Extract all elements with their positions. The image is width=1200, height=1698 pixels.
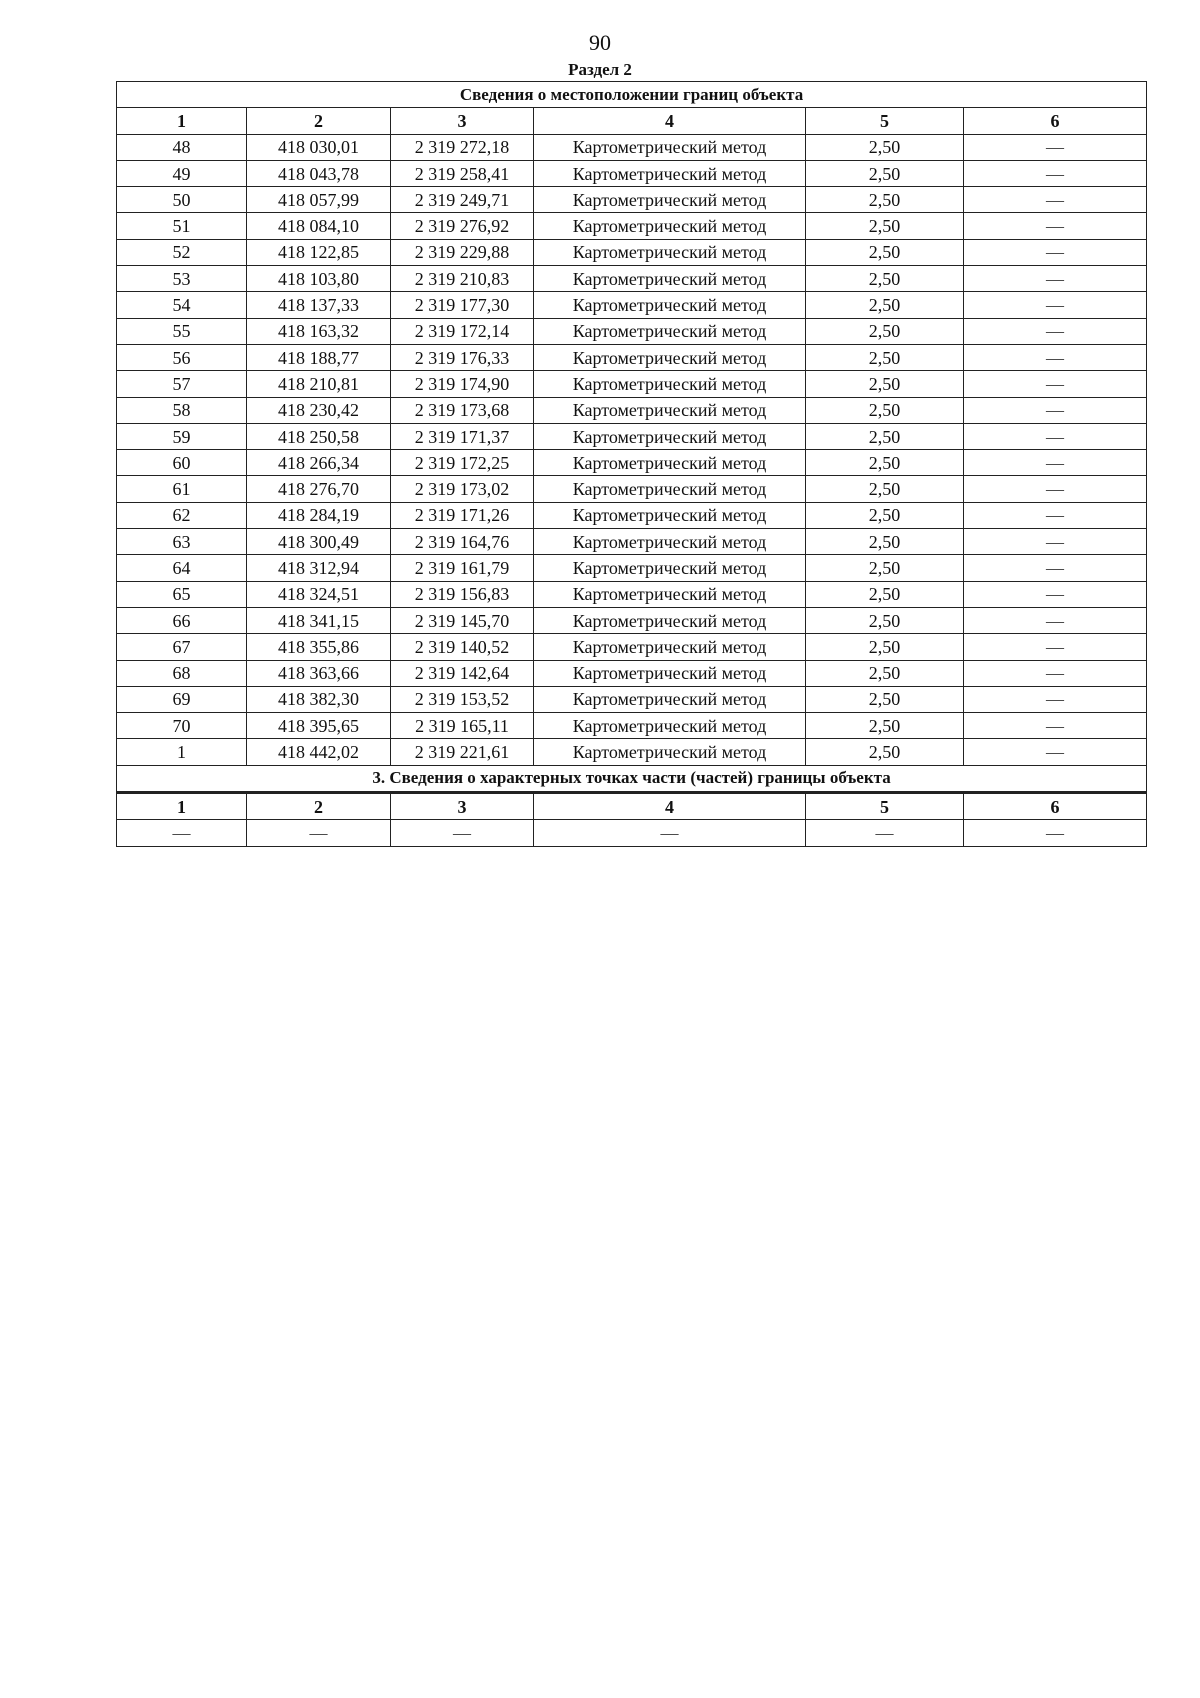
- column-header-2: 2: [247, 793, 391, 820]
- cell-description: —: [964, 371, 1147, 397]
- cell-accuracy: 2,50: [806, 581, 964, 607]
- table-row: [117, 344, 1147, 370]
- cell-point-number: 60: [117, 450, 247, 476]
- cell-description: —: [964, 634, 1147, 660]
- cell-accuracy: 2,50: [806, 213, 964, 239]
- cell-method: Картометрический метод: [534, 292, 806, 318]
- table-row: [117, 502, 1147, 528]
- coordinates-table-body: [117, 82, 1147, 847]
- cell-point-number: 63: [117, 529, 247, 555]
- cell-description: —: [964, 581, 1147, 607]
- cell-point-number: 49: [117, 160, 247, 186]
- cell-method: Картометрический метод: [534, 476, 806, 502]
- cell-y-coordinate: 2 319 258,41: [391, 160, 534, 186]
- cell-accuracy: 2,50: [806, 187, 964, 213]
- cell-method: Картометрический метод: [534, 266, 806, 292]
- cell-description: —: [964, 686, 1147, 712]
- cell-method: Картометрический метод: [534, 423, 806, 449]
- cell-accuracy: 2,50: [806, 607, 964, 633]
- column-header-1: 1: [117, 793, 247, 820]
- cell-x-coordinate: 418 103,80: [247, 266, 391, 292]
- coordinates-table: [116, 81, 1147, 847]
- cell-description: —: [964, 134, 1147, 160]
- cell-x-coordinate: 418 442,02: [247, 739, 391, 765]
- page-number: 90: [589, 30, 611, 55]
- cell-method: Картометрический метод: [534, 634, 806, 660]
- table-title-band: [117, 82, 1147, 108]
- table-row: [117, 239, 1147, 265]
- cell-point-number: 67: [117, 634, 247, 660]
- cell-description: —: [964, 187, 1147, 213]
- cell-x-coordinate: 418 312,94: [247, 555, 391, 581]
- table-row: [117, 581, 1147, 607]
- cell-y-coordinate: 2 319 174,90: [391, 371, 534, 397]
- cell-method: Картометрический метод: [534, 213, 806, 239]
- cell-description: —: [964, 423, 1147, 449]
- column-header-5: 5: [806, 793, 964, 820]
- cell-description: —: [964, 292, 1147, 318]
- cell-description: —: [964, 318, 1147, 344]
- cell-accuracy: 2,50: [806, 739, 964, 765]
- subsection-title-band-title: 3. Сведения о характерных точках части (частей) границы объекта: [117, 765, 1147, 792]
- table-row: [117, 555, 1147, 581]
- cell-description: —: [964, 239, 1147, 265]
- cell-y-coordinate: 2 319 140,52: [391, 634, 534, 660]
- column-header-4: 4: [534, 793, 806, 820]
- cell-point-number: 1: [117, 739, 247, 765]
- subsection-header-row: [117, 793, 1147, 820]
- table-row: [117, 739, 1147, 765]
- cell-point-number: 51: [117, 213, 247, 239]
- cell-description: —: [964, 739, 1147, 765]
- table-header-row: [117, 108, 1147, 134]
- cell-y-coordinate: 2 319 177,30: [391, 292, 534, 318]
- cell-point-number: 70: [117, 713, 247, 739]
- cell-y-coordinate: 2 319 173,68: [391, 397, 534, 423]
- table-row: [117, 660, 1147, 686]
- cell-accuracy: 2,50: [806, 529, 964, 555]
- cell-x-coordinate: 418 043,78: [247, 160, 391, 186]
- cell-x-coordinate: 418 363,66: [247, 660, 391, 686]
- column-header-3: 3: [391, 793, 534, 820]
- cell-description: —: [964, 660, 1147, 686]
- cell-point-number: 54: [117, 292, 247, 318]
- cell-y-coordinate: 2 319 145,70: [391, 607, 534, 633]
- table-row: [117, 713, 1147, 739]
- cell-x-coordinate: 418 266,34: [247, 450, 391, 476]
- table-row: [117, 820, 1147, 846]
- table-row: [117, 371, 1147, 397]
- cell-method: Картометрический метод: [534, 581, 806, 607]
- cell-description: —: [964, 266, 1147, 292]
- table-row: [117, 450, 1147, 476]
- cell-accuracy: 2,50: [806, 476, 964, 502]
- table-row: [117, 476, 1147, 502]
- cell-y-coordinate: 2 319 229,88: [391, 239, 534, 265]
- cell-x-coordinate: 418 230,42: [247, 397, 391, 423]
- cell-method: Картометрический метод: [534, 318, 806, 344]
- cell-method: Картометрический метод: [534, 739, 806, 765]
- table-title-band-title: Сведения о местоположении границ объекта: [117, 82, 1147, 108]
- cell-method: Картометрический метод: [534, 239, 806, 265]
- cell-accuracy: —: [806, 820, 964, 846]
- cell-accuracy: 2,50: [806, 318, 964, 344]
- cell-accuracy: 2,50: [806, 502, 964, 528]
- cell-x-coordinate: 418 084,10: [247, 213, 391, 239]
- cell-x-coordinate: 418 382,30: [247, 686, 391, 712]
- cell-accuracy: 2,50: [806, 266, 964, 292]
- table-row: [117, 318, 1147, 344]
- cell-y-coordinate: 2 319 210,83: [391, 266, 534, 292]
- cell-y-coordinate: 2 319 164,76: [391, 529, 534, 555]
- cell-x-coordinate: 418 395,65: [247, 713, 391, 739]
- cell-x-coordinate: 418 137,33: [247, 292, 391, 318]
- cell-y-coordinate: 2 319 156,83: [391, 581, 534, 607]
- cell-point-number: 56: [117, 344, 247, 370]
- cell-description: —: [964, 344, 1147, 370]
- cell-x-coordinate: 418 030,01: [247, 134, 391, 160]
- cell-description: —: [964, 213, 1147, 239]
- cell-method: Картометрический метод: [534, 660, 806, 686]
- table-row: [117, 397, 1147, 423]
- cell-point-number: 66: [117, 607, 247, 633]
- cell-description: —: [964, 607, 1147, 633]
- cell-point-number: 61: [117, 476, 247, 502]
- cell-accuracy: 2,50: [806, 160, 964, 186]
- cell-point-number: 52: [117, 239, 247, 265]
- cell-point-number: 65: [117, 581, 247, 607]
- table-row: [117, 607, 1147, 633]
- cell-method: Картометрический метод: [534, 607, 806, 633]
- section-label: Раздел 2: [568, 60, 632, 79]
- cell-y-coordinate: 2 319 153,52: [391, 686, 534, 712]
- cell-y-coordinate: 2 319 172,14: [391, 318, 534, 344]
- column-header-6: 6: [964, 793, 1147, 820]
- cell-x-coordinate: 418 122,85: [247, 239, 391, 265]
- cell-description: —: [964, 820, 1147, 846]
- cell-accuracy: 2,50: [806, 660, 964, 686]
- cell-point-number: —: [117, 820, 247, 846]
- cell-point-number: 68: [117, 660, 247, 686]
- cell-y-coordinate: 2 319 276,92: [391, 213, 534, 239]
- cell-method: Картометрический метод: [534, 344, 806, 370]
- cell-method: Картометрический метод: [534, 686, 806, 712]
- cell-method: —: [534, 820, 806, 846]
- column-header-2: 2: [247, 108, 391, 134]
- cell-x-coordinate: 418 163,32: [247, 318, 391, 344]
- cell-method: Картометрический метод: [534, 450, 806, 476]
- cell-point-number: 57: [117, 371, 247, 397]
- cell-method: Картометрический метод: [534, 555, 806, 581]
- cell-x-coordinate: 418 324,51: [247, 581, 391, 607]
- cell-method: Картометрический метод: [534, 502, 806, 528]
- table-row: [117, 187, 1147, 213]
- table-row: [117, 423, 1147, 449]
- table-row: [117, 686, 1147, 712]
- column-header-4: 4: [534, 108, 806, 134]
- cell-description: —: [964, 160, 1147, 186]
- cell-point-number: 64: [117, 555, 247, 581]
- cell-accuracy: 2,50: [806, 555, 964, 581]
- cell-point-number: 69: [117, 686, 247, 712]
- cell-accuracy: 2,50: [806, 292, 964, 318]
- cell-y-coordinate: 2 319 171,37: [391, 423, 534, 449]
- cell-y-coordinate: —: [391, 820, 534, 846]
- cell-y-coordinate: 2 319 221,61: [391, 739, 534, 765]
- table-row: [117, 292, 1147, 318]
- cell-x-coordinate: 418 341,15: [247, 607, 391, 633]
- cell-y-coordinate: 2 319 173,02: [391, 476, 534, 502]
- cell-description: —: [964, 502, 1147, 528]
- cell-accuracy: 2,50: [806, 634, 964, 660]
- cell-y-coordinate: 2 319 176,33: [391, 344, 534, 370]
- cell-x-coordinate: 418 057,99: [247, 187, 391, 213]
- cell-accuracy: 2,50: [806, 134, 964, 160]
- cell-point-number: 59: [117, 423, 247, 449]
- cell-description: —: [964, 450, 1147, 476]
- cell-description: —: [964, 713, 1147, 739]
- table-row: [117, 634, 1147, 660]
- cell-y-coordinate: 2 319 171,26: [391, 502, 534, 528]
- cell-method: Картометрический метод: [534, 397, 806, 423]
- cell-x-coordinate: 418 284,19: [247, 502, 391, 528]
- column-header-1: 1: [117, 108, 247, 134]
- cell-method: Картометрический метод: [534, 134, 806, 160]
- cell-method: Картометрический метод: [534, 371, 806, 397]
- cell-x-coordinate: 418 210,81: [247, 371, 391, 397]
- cell-point-number: 53: [117, 266, 247, 292]
- cell-x-coordinate: 418 300,49: [247, 529, 391, 555]
- cell-accuracy: 2,50: [806, 239, 964, 265]
- cell-accuracy: 2,50: [806, 344, 964, 370]
- cell-accuracy: 2,50: [806, 423, 964, 449]
- cell-point-number: 62: [117, 502, 247, 528]
- cell-description: —: [964, 476, 1147, 502]
- table-row: [117, 266, 1147, 292]
- cell-y-coordinate: 2 319 272,18: [391, 134, 534, 160]
- column-header-3: 3: [391, 108, 534, 134]
- cell-accuracy: 2,50: [806, 371, 964, 397]
- cell-y-coordinate: 2 319 142,64: [391, 660, 534, 686]
- cell-accuracy: 2,50: [806, 450, 964, 476]
- cell-description: —: [964, 555, 1147, 581]
- cell-point-number: 58: [117, 397, 247, 423]
- cell-x-coordinate: 418 250,58: [247, 423, 391, 449]
- cell-point-number: 55: [117, 318, 247, 344]
- cell-y-coordinate: 2 319 249,71: [391, 187, 534, 213]
- cell-description: —: [964, 529, 1147, 555]
- table-row: [117, 529, 1147, 555]
- cell-accuracy: 2,50: [806, 397, 964, 423]
- table-row: [117, 134, 1147, 160]
- column-header-6: 6: [964, 108, 1147, 134]
- column-header-5: 5: [806, 108, 964, 134]
- cell-accuracy: 2,50: [806, 713, 964, 739]
- table-row: [117, 160, 1147, 186]
- cell-method: Картометрический метод: [534, 529, 806, 555]
- cell-x-coordinate: 418 188,77: [247, 344, 391, 370]
- subsection-title-band: [117, 765, 1147, 792]
- cell-x-coordinate: —: [247, 820, 391, 846]
- cell-x-coordinate: 418 355,86: [247, 634, 391, 660]
- table-row: [117, 213, 1147, 239]
- cell-description: —: [964, 397, 1147, 423]
- cell-point-number: 50: [117, 187, 247, 213]
- cell-y-coordinate: 2 319 172,25: [391, 450, 534, 476]
- cell-method: Картометрический метод: [534, 713, 806, 739]
- cell-y-coordinate: 2 319 161,79: [391, 555, 534, 581]
- cell-y-coordinate: 2 319 165,11: [391, 713, 534, 739]
- cell-x-coordinate: 418 276,70: [247, 476, 391, 502]
- cell-method: Картометрический метод: [534, 187, 806, 213]
- cell-method: Картометрический метод: [534, 160, 806, 186]
- cell-point-number: 48: [117, 134, 247, 160]
- cell-accuracy: 2,50: [806, 686, 964, 712]
